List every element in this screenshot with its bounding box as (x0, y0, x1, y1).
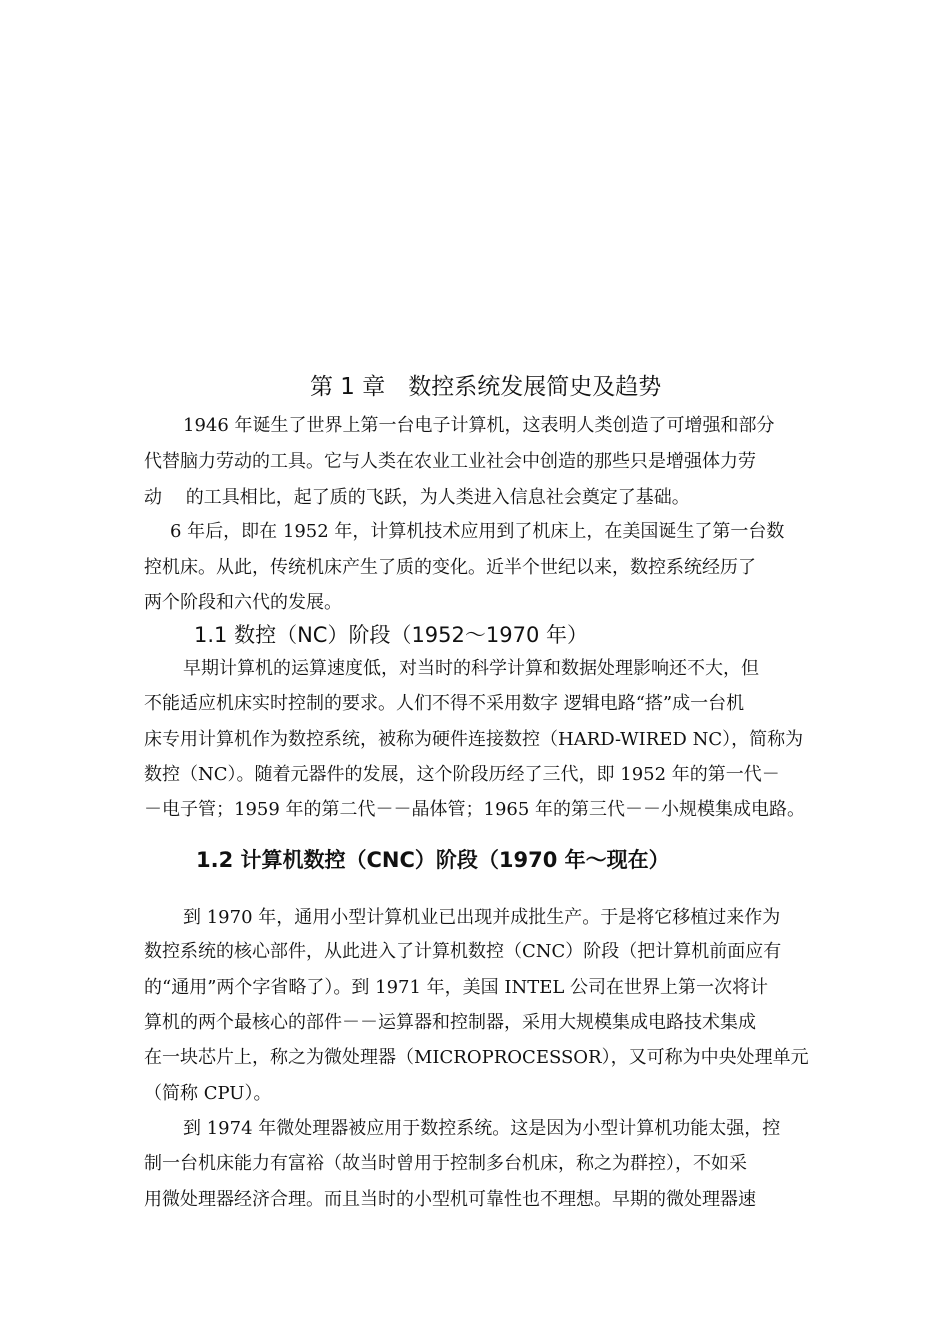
paragraph-4-line-2: 数控系统的核心部件，从此进入了计算机数控（CNC）阶段（把计算机前面应有 (144, 941, 782, 962)
paragraph-1-line-3: 动 的工具相比，起了质的飞跃，为人类进入信息社会奠定了基础。 (144, 487, 690, 508)
paragraph-3-line-1: 早期计算机的运算速度低，对当时的科学计算和数据处理影响还不大，但 (183, 658, 759, 679)
paragraph-1-line-2: 代替脑力劳动的工具。它与人类在农业工业社会中创造的那些只是增强体力劳 (144, 451, 756, 472)
section-1-title: 1.1 数控（NC）阶段（1952～1970 年） (194, 623, 589, 647)
paragraph-2-line-1: 6 年后，即在 1952 年，计算机技术应用到了机床上，在美国诞生了第一台数 (170, 521, 785, 542)
paragraph-3-line-2: 不能适应机床实时控制的要求。人们不得不采用数字 逻辑电路“搭”成一台机 (144, 693, 745, 714)
paragraph-3-line-4: 数控（NC）。随着元器件的发展，这个阶段历经了三代，即 1952 年的第一代－ (144, 764, 780, 785)
paragraph-4-line-1: 到 1970 年，通用小型计算机业已出现并成批生产。于是将它移植过来作为 (183, 907, 781, 928)
section-2-title: 1.2 计算机数控（CNC）阶段（1970 年～现在） (196, 848, 670, 872)
paragraph-2-line-2: 控机床。从此，传统机床产生了质的变化。近半个世纪以来，数控系统经历了 (144, 557, 756, 578)
paragraph-5-line-1: 到 1974 年微处理器被应用于数控系统。这是因为小型计算机功能太强，控 (183, 1118, 781, 1139)
paragraph-5-line-3: 用微处理器经济合理。而且当时的小型机可靠性也不理想。早期的微处理器速 (144, 1189, 756, 1210)
paragraph-4-line-6: （简称 CPU）。 (144, 1083, 272, 1104)
paragraph-4-line-4: 算机的两个最核心的部件－－运算器和控制器，采用大规模集成电路技术集成 (144, 1012, 756, 1033)
paragraph-4-line-5: 在一块芯片上，称之为微处理器（MICROPROCESSOR），又可称为中央处理单元 (144, 1047, 809, 1068)
paragraph-5-line-2: 制一台机床能力有富裕（故当时曾用于控制多台机床，称之为群控），不如采 (144, 1153, 747, 1174)
paragraph-1-line-1: 1946 年诞生了世界上第一台电子计算机，这表明人类创造了可增强和部分 (183, 415, 775, 436)
paragraph-2-line-3: 两个阶段和六代的发展。 (144, 592, 342, 613)
chapter-title: 第 1 章 数控系统发展简史及趋势 (310, 374, 662, 400)
paragraph-4-line-3: 的“通用”两个字省略了）。到 1971 年，美国 INTEL 公司在世界上第一次将计 (144, 977, 769, 998)
paragraph-3-line-3: 床专用计算机作为数控系统，被称为硬件连接数控（HARD-WIRED NC），简称为 (144, 729, 804, 750)
paragraph-3-line-5: －电子管；1959 年的第二代－－晶体管；1965 年的第三代－－小规模集成电路。 (144, 799, 806, 820)
